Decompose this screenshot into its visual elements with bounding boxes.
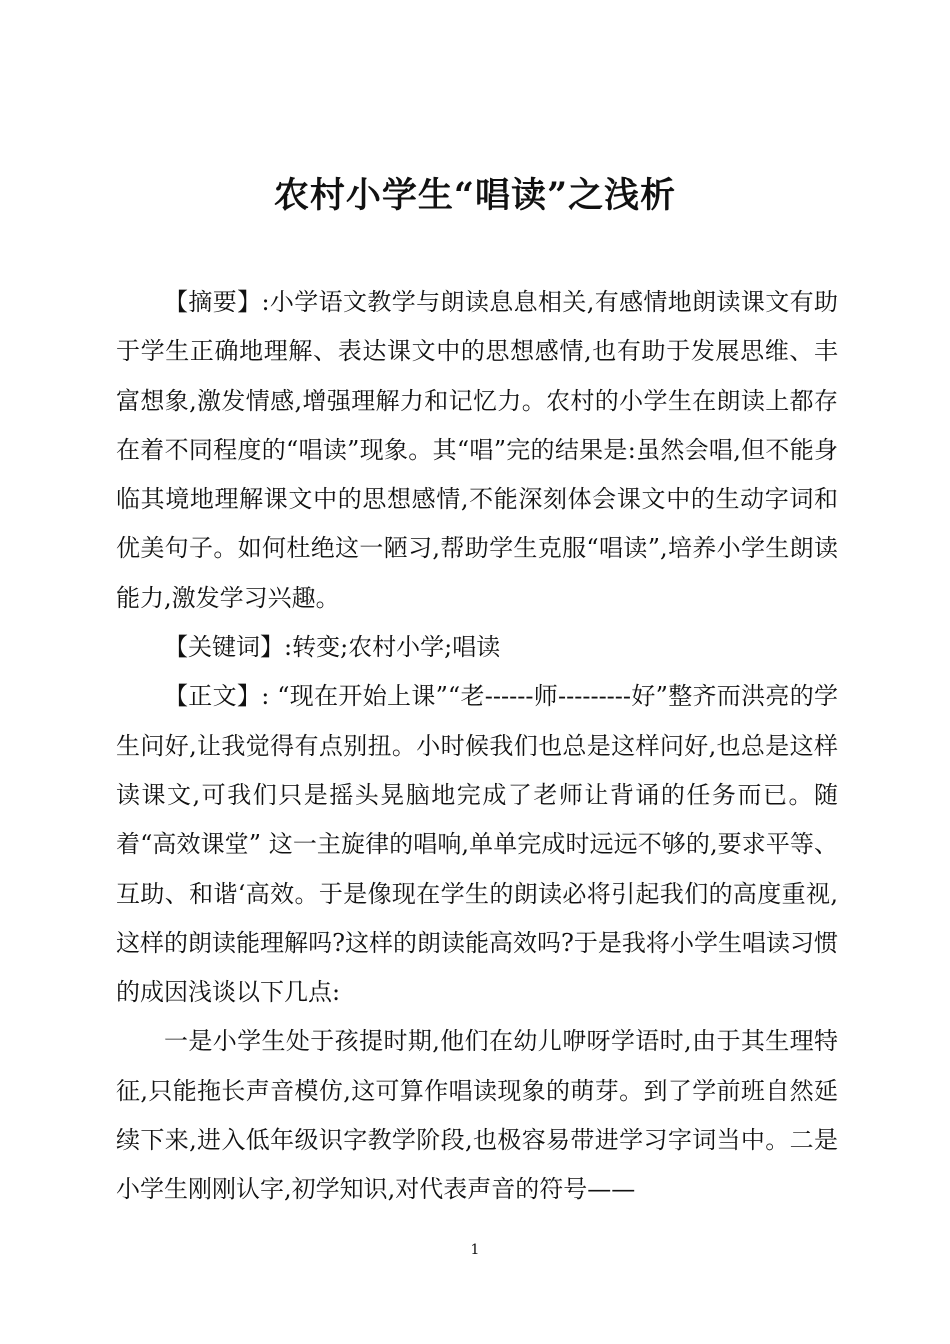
body-label: 【正文】 xyxy=(164,682,262,711)
abstract-paragraph xyxy=(116,278,838,623)
document-title: 农村小学生“唱读”之浅析 xyxy=(273,175,677,216)
body-paragraph-text: : “现在开始上课”“老------师---------好”整齐而洪亮的学生问好,让我觉得有点别扭。小时候我们也总是这样问好,也总是这样读课文,可我们只是摇头晃脑地完成了老师让背诵的任务而已。随着“高效课堂” 这一主旋律的唱响,单单完成时远远不够的,要求平等、互助、和谐‘高效。于是像现在学生的朗读必将引起我们的高度重视,这样的朗读能理解吗?这样的朗读能高效吗?于是我将小学生唱读习惯的成因浅谈以下几点: xyxy=(116,682,839,1007)
page-number: 1 xyxy=(470,1242,480,1258)
keywords-text: :转变;农村小学;唱读 xyxy=(284,633,501,662)
keywords-paragraph xyxy=(116,623,838,672)
body-paragraph: 一是小学生处于孩提时期,他们在幼儿咿呀学语时,由于其生理特征,只能拖长声音模仿,这可算作唱读现象的萌芽。到了学前班自然延续下来,进入低年级识字教学阶段,也极容易带进学习字词当中。二是小学生刚刚认字,初学知识,对代表声音的符号—— xyxy=(116,1027,838,1204)
abstract-label: 【摘要】 xyxy=(164,288,262,316)
body-paragraph xyxy=(116,672,838,1017)
document-body xyxy=(116,278,838,1215)
keywords-label: 【关键词】 xyxy=(164,633,284,662)
abstract-text: :小学语文教学与朗读息息相关,有感情地朗读课文有助于学生正确地理解、表达课文中的思想感情,也有助于发展思维、丰富想象,激发情感,增强理解力和记忆力。农村的小学生在朗读上都存在着不同程度的“唱读”现象。其“唱”完的结果是:虽然会唱,但不能身临其境地理解课文中的思想感情,不能深刻体会课文中的生动字词和优美句子。如何杜绝这一陋习,帮助学生克服“唱读”,培养小学生朗读能力,激发学习兴趣。 xyxy=(116,288,838,612)
